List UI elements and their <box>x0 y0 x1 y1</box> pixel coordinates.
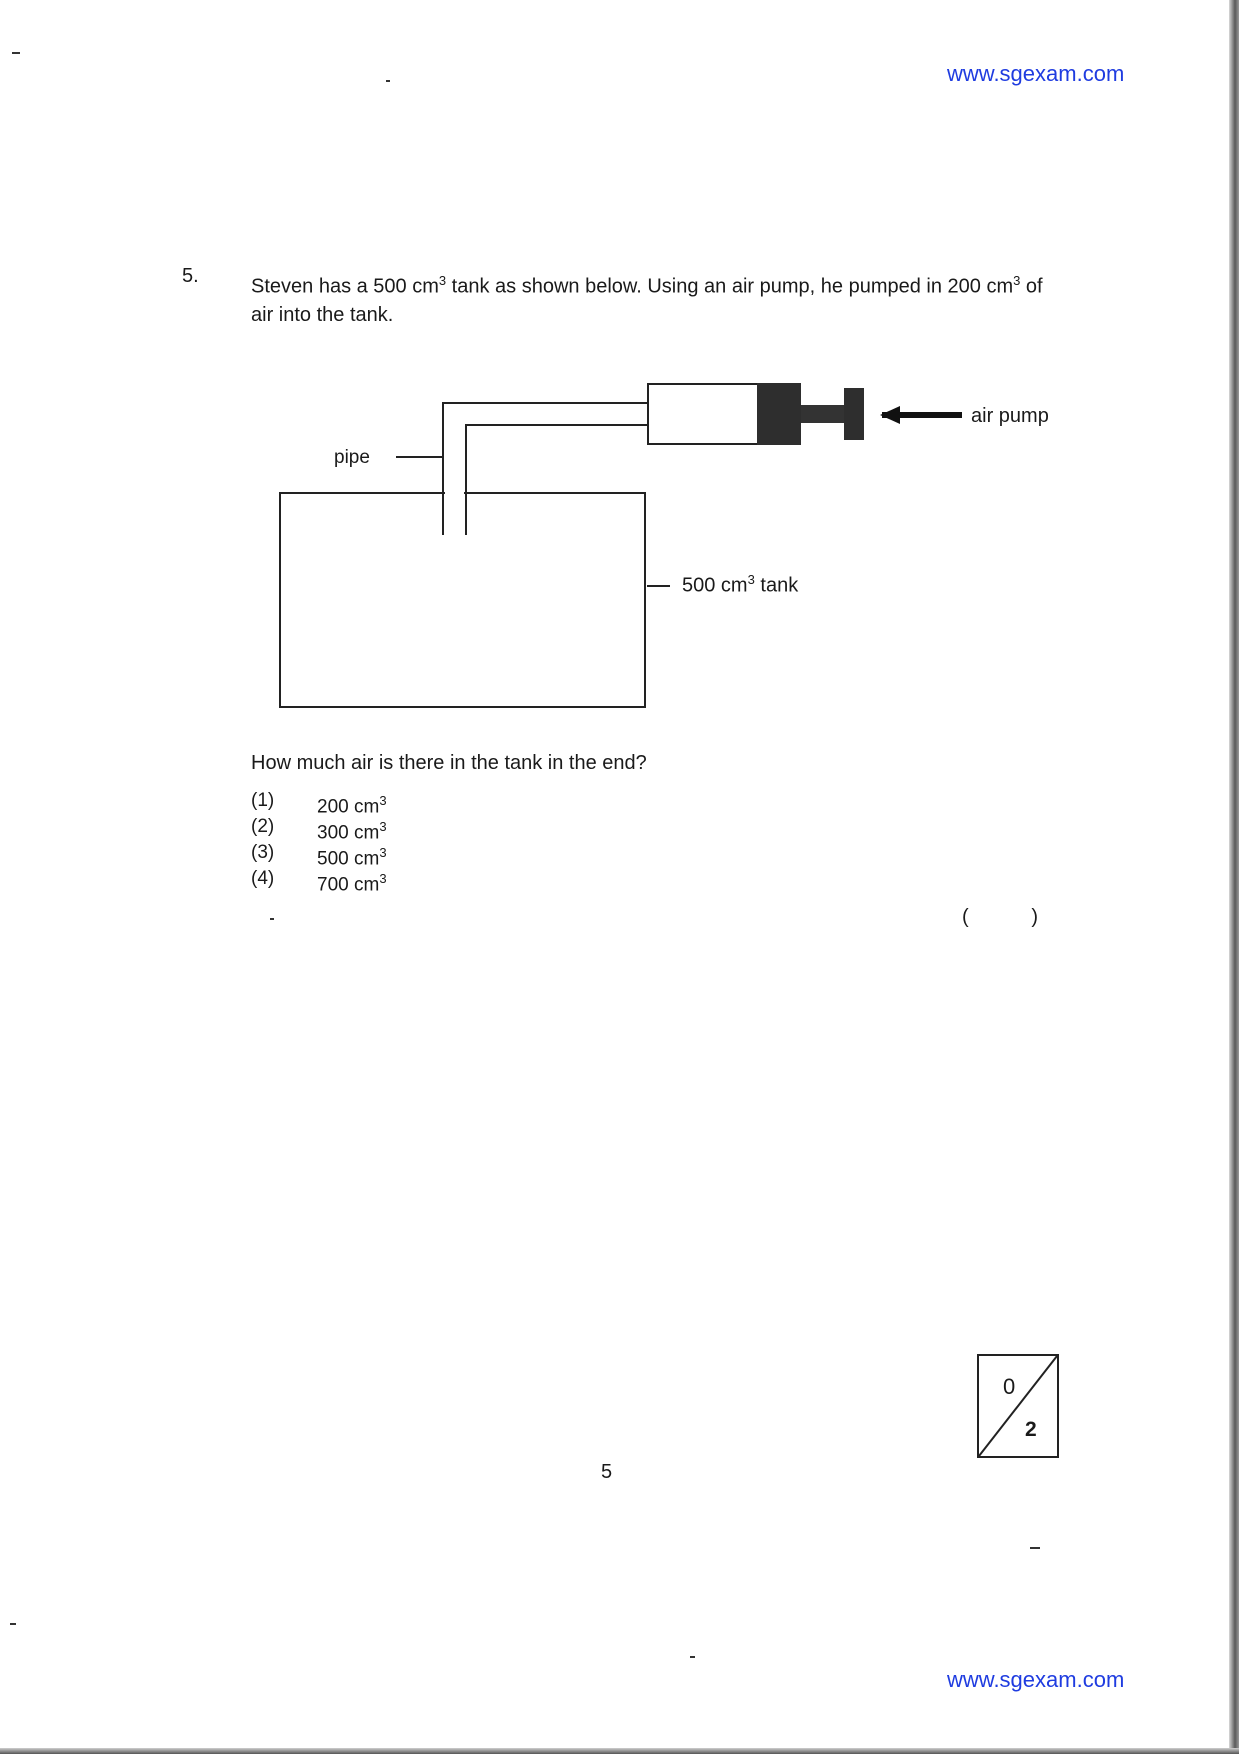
option-value-sup: 3 <box>379 819 387 834</box>
option-value-text: 700 cm <box>317 874 380 896</box>
tank-label-sup: 3 <box>747 572 755 587</box>
question-text-part2: tank as shown below. Using an air pump, he pumped in 200 cm <box>446 275 1014 298</box>
answer-bracket-close: ) <box>1031 906 1038 928</box>
tank-label-prefix: 500 cm <box>682 574 748 597</box>
option-value-text: 500 cm <box>317 848 380 870</box>
scan-speck <box>10 1623 16 1625</box>
question-text-part3: of air into the tank. <box>251 275 1043 326</box>
question-text-sup1: 3 <box>438 273 447 288</box>
tank-label-suffix: tank <box>754 574 799 597</box>
option-value-text: 300 cm <box>317 822 380 844</box>
pipe-label: pipe <box>334 447 370 468</box>
pump-rod <box>801 405 846 423</box>
question-text <box>251 267 1051 329</box>
question-prompt: How much air is there in the tank in the end? <box>251 752 647 774</box>
option-value-sup: 3 <box>379 793 387 808</box>
answer-options <box>251 788 387 896</box>
air-pump-label: air pump <box>971 405 1049 427</box>
option-3[interactable] <box>251 840 387 870</box>
option-value <box>317 866 387 896</box>
option-label: (4) <box>251 868 275 889</box>
option-value-text: 200 cm <box>317 796 380 818</box>
option-2[interactable] <box>251 814 387 844</box>
tank-label <box>682 572 798 598</box>
answer-bracket-open: ( <box>962 906 969 928</box>
mark-total: 2 <box>1025 1418 1037 1441</box>
page-number: 5 <box>601 1461 613 1483</box>
pipe-outer-line <box>443 403 648 535</box>
answer-bracket[interactable] <box>962 906 1038 929</box>
question-number: 5. <box>182 265 199 287</box>
scan-speck <box>386 80 390 82</box>
question-text-part1: Steven has a 500 cm <box>251 275 439 298</box>
scan-speck <box>12 52 20 54</box>
pipe-inner-line <box>466 425 648 535</box>
scan-speck <box>690 1656 695 1658</box>
tank-pump-diagram <box>270 370 1070 720</box>
scan-speck <box>1030 1547 1040 1549</box>
option-value <box>317 840 387 870</box>
scan-bottom-edge <box>0 1748 1239 1754</box>
option-value <box>317 814 387 844</box>
footer-website-link[interactable]: www.sgexam.com <box>947 1667 1125 1692</box>
header-website-link[interactable]: www.sgexam.com <box>947 61 1125 86</box>
scan-right-edge <box>1229 0 1239 1754</box>
mark-awarded: 0 <box>1003 1374 1016 1399</box>
pump-piston <box>757 383 801 445</box>
option-value-sup: 3 <box>379 845 387 860</box>
pump-arrow-head <box>880 406 900 424</box>
option-value <box>317 788 387 818</box>
option-4[interactable] <box>251 866 387 896</box>
option-label: (1) <box>251 790 275 811</box>
option-1[interactable] <box>251 788 387 818</box>
mark-box <box>977 1354 1059 1458</box>
pump-handle <box>844 388 864 440</box>
pump-barrel <box>648 384 768 444</box>
option-label: (3) <box>251 842 275 863</box>
option-value-sup: 3 <box>379 871 387 886</box>
option-label: (2) <box>251 816 275 837</box>
scan-speck <box>270 918 274 920</box>
tank-outline <box>280 493 645 707</box>
question-text-sup2: 3 <box>1013 273 1021 288</box>
